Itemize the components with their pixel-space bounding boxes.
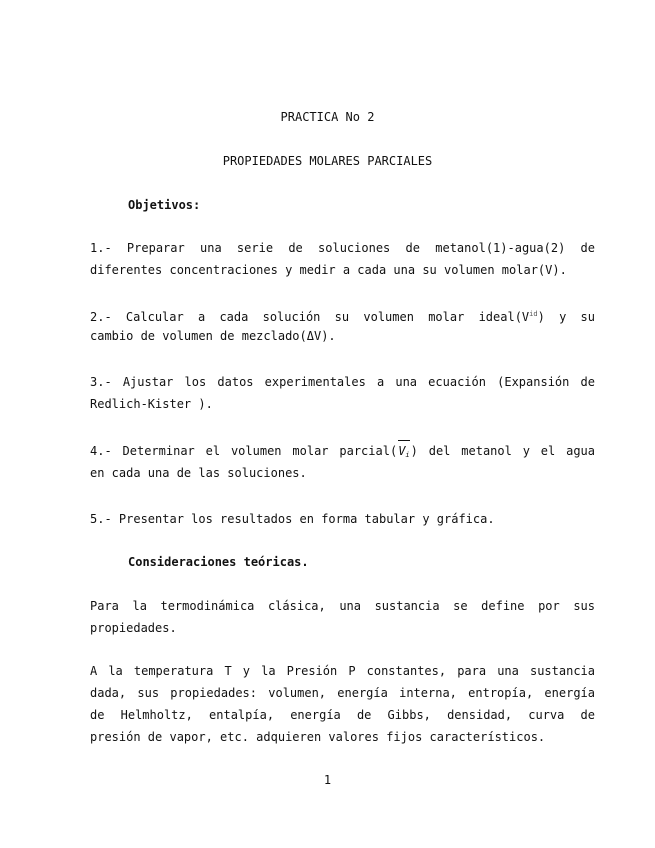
page-number: 1 [323, 773, 332, 787]
paragraph-2 [90, 660, 595, 748]
objective-4-line-1-text: 4.- Determinar el volumen molar parcial( [90, 444, 398, 458]
objective-5 [90, 508, 595, 530]
objective-1-line-2: diferentes concentraciones y medir a cada una su volumen molar(V). [90, 263, 567, 277]
objective-2 [90, 303, 595, 347]
paragraph-2-line-3: de Helmholtz, entalpía, energía de Gibbs, densidad, curva de [90, 708, 595, 722]
objective-3-line-1: 3.- Ajustar los datos experimentales a una ecuación (Expansión de [90, 375, 595, 389]
ideal-superscript: id [529, 310, 538, 318]
paragraph-1 [90, 595, 595, 639]
paragraph-2-line-4: presión de vapor, etc. adquieren valores fijos característicos. [90, 730, 546, 744]
theory-heading: Consideraciones teóricas. [128, 555, 309, 569]
objectives-heading: Objetivos: [128, 198, 201, 212]
objective-1 [90, 237, 595, 281]
objective-1-line-1: 1.- Preparar una serie de soluciones de metanol(1)-agua(2) de [90, 241, 595, 255]
objective-2-line-1-text: 2.- Calcular a cada solución su volumen molar ideal(V [90, 310, 530, 324]
paragraph-2-line-1: A la temperatura T y la Presión P constantes, para una sustancia [90, 664, 595, 678]
paragraph-2-line-2: dada, sus propiedades: volumen, energía interna, entropía, energía [90, 686, 595, 700]
paragraph-1-line-1: Para la termodinámica clásica, una sustancia se define por sus [90, 599, 595, 613]
objective-2-line-1-end: ) y su [537, 310, 596, 324]
document-subtitle: PROPIEDADES MOLARES PARCIALES [222, 154, 433, 168]
objective-4 [90, 440, 595, 484]
paragraph-1-line-2: propiedades. [90, 621, 177, 635]
partial-molar-volume-subscript: i [405, 451, 410, 459]
document-title: PRACTICA No 2 [280, 110, 375, 124]
partial-molar-volume-letter: V [398, 444, 406, 458]
partial-molar-volume-symbol [397, 440, 410, 466]
objective-3-line-2: Redlich-Kister ). [90, 397, 213, 411]
objective-3 [90, 371, 595, 415]
objective-2-line-2: cambio de volumen de mezclado(ΔV). [90, 329, 336, 343]
objective-4-line-1-end: ) del metanol y el agua [410, 444, 596, 458]
objective-5-line-1: 5.- Presentar los resultados en forma tabular y gráfica. [90, 512, 495, 526]
overbar [398, 440, 409, 441]
objective-2-line-1 [90, 303, 595, 325]
objective-4-line-2: en cada una de las soluciones. [90, 466, 307, 480]
objective-4-line-1 [90, 440, 595, 462]
